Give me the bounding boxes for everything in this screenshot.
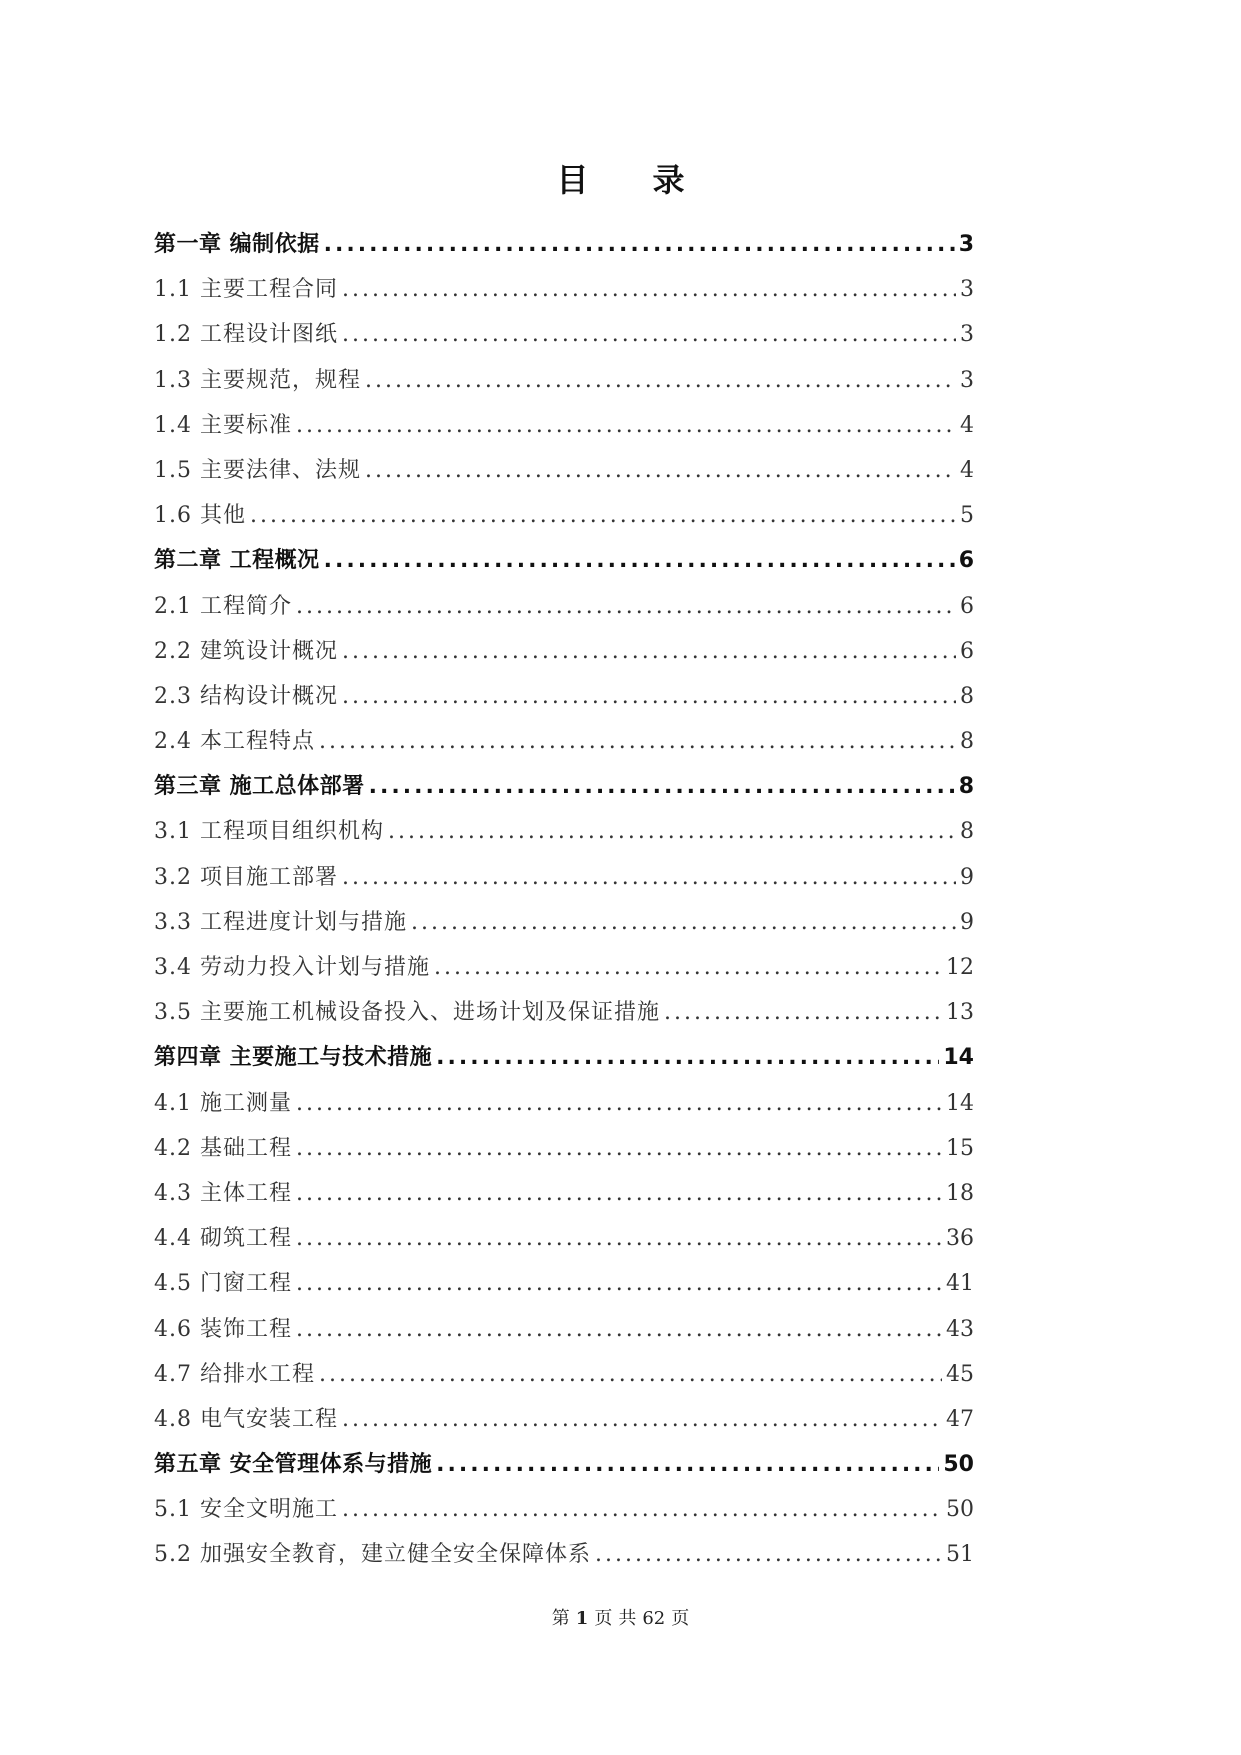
toc-section-entry[interactable] [154,1307,974,1352]
toc-entry-label: 4.6 装饰工程 [154,1316,292,1342]
toc-entry-label: 4.2 基础工程 [154,1135,292,1161]
toc-dot-leader [296,1307,942,1352]
toc-entry-page-number: 8 [960,683,974,709]
toc-entry-label: 4.1 施工测量 [154,1090,292,1116]
toc-dot-leader [324,222,955,267]
toc-section-entry[interactable] [154,855,974,900]
toc-dot-leader [319,719,956,764]
toc-dot-leader [324,538,955,583]
toc-entry-label: 3.3 工程进度计划与措施 [154,909,407,935]
footer-suffix: 页 [671,1608,690,1629]
toc-dot-leader [365,448,956,493]
toc-section-entry[interactable] [154,1352,974,1397]
toc-dot-leader [365,358,956,403]
toc-entry-page-number: 3 [958,232,974,257]
toc-entry-page-number: 43 [946,1316,974,1342]
toc-dot-leader [434,945,942,990]
toc-dot-leader [296,1081,942,1126]
toc-entry-label: 4.3 主体工程 [154,1180,292,1206]
toc-entry-label: 2.1 工程简介 [154,593,292,619]
toc-dot-leader [436,1035,939,1080]
toc-section-entry[interactable] [154,900,974,945]
toc-section-entry[interactable] [154,1081,974,1126]
toc-entry-page-number: 3 [960,322,974,348]
toc-entry-label: 5.2 加强安全教育，建立健全安全保障体系 [154,1542,591,1568]
toc-entry-page-number: 15 [946,1135,974,1161]
toc-list [154,222,974,1578]
toc-dot-leader [369,764,955,809]
toc-dot-leader [342,267,956,312]
toc-entry-page-number: 4 [960,457,974,483]
toc-entry-label: 3.5 主要施工机械设备投入、进场计划及保证措施 [154,1000,660,1026]
toc-dot-leader [296,584,956,629]
toc-entry-page-number: 50 [946,1497,974,1523]
toc-chapter-entry[interactable] [154,538,974,583]
toc-dot-leader [342,312,956,357]
toc-dot-leader [388,809,956,854]
toc-dot-leader [319,1352,942,1397]
toc-entry-page-number: 3 [960,367,974,393]
toc-dot-leader [296,1216,942,1261]
toc-entry-label: 2.3 结构设计概况 [154,683,338,709]
footer-current-page: 1 [575,1608,589,1629]
toc-entry-page-number: 12 [946,955,974,980]
toc-entry-page-number: 14 [946,1090,974,1116]
toc-entry-label: 4.8 电气安装工程 [154,1406,338,1432]
toc-entry-page-number: 3 [960,277,974,303]
toc-title: 目录 [556,161,749,199]
toc-entry-page-number: 45 [946,1361,974,1387]
toc-section-entry[interactable] [154,1171,974,1216]
toc-dot-leader [342,674,956,719]
toc-entry-page-number: 50 [943,1452,974,1478]
toc-entry-label: 4.7 给排水工程 [154,1361,315,1387]
toc-entry-label: 1.4 主要标准 [154,412,292,438]
toc-section-entry[interactable] [154,358,974,403]
toc-entry-page-number: 9 [960,909,974,935]
toc-section-entry[interactable] [154,945,974,990]
toc-entry-label: 3.1 工程项目组织机构 [154,819,384,845]
toc-section-entry[interactable] [154,312,974,357]
toc-dot-leader [342,1397,942,1442]
toc-section-entry[interactable] [154,1216,974,1261]
toc-entry-label: 4.5 门窗工程 [154,1271,292,1297]
toc-entry-page-number: 51 [946,1542,974,1568]
toc-section-entry[interactable] [154,629,974,674]
toc-section-entry[interactable] [154,1532,974,1577]
toc-entry-label: 第二章 工程概况 [154,548,320,574]
toc-entry-page-number: 8 [960,819,974,845]
toc-section-entry[interactable] [154,1126,974,1171]
toc-entry-page-number: 14 [943,1045,974,1071]
toc-entry-label: 2.2 建筑设计概况 [154,638,338,664]
toc-entry-page-number: 18 [946,1180,974,1206]
toc-entry-label: 2.4 本工程特点 [154,729,315,755]
toc-dot-leader [296,1171,942,1216]
toc-dot-leader [411,900,956,945]
toc-entry-label: 1.2 工程设计图纸 [154,322,338,348]
toc-section-entry[interactable] [154,674,974,719]
toc-dot-leader [342,629,956,674]
toc-dot-leader [436,1442,939,1487]
toc-entry-page-number: 36 [946,1226,974,1252]
toc-entry-page-number: 9 [960,864,974,890]
toc-dot-leader [595,1532,942,1577]
footer-page-word: 页 [594,1608,613,1629]
toc-dot-leader [250,493,956,538]
toc-dot-leader [296,1126,942,1171]
toc-entry-page-number: 6 [960,638,974,664]
toc-entry-label: 1.1 主要工程合同 [154,277,338,303]
footer-total-pages: 62 [642,1608,666,1629]
toc-section-entry[interactable] [154,1397,974,1442]
toc-entry-page-number: 41 [946,1271,974,1297]
toc-dot-leader [342,1487,942,1532]
toc-entry-page-number: 4 [960,412,974,438]
toc-section-entry[interactable] [154,493,974,538]
toc-entry-page-number: 13 [946,1000,974,1026]
toc-entry-label: 第一章 编制依据 [154,232,320,257]
toc-section-entry[interactable] [154,1487,974,1532]
toc-entry-page-number: 8 [960,729,974,755]
toc-section-entry[interactable] [154,584,974,629]
toc-dot-leader [296,403,956,448]
footer-total-prefix: 共 [618,1608,637,1629]
page-footer [0,1604,1241,1630]
toc-entry-label: 第三章 施工总体部署 [154,774,365,800]
toc-section-entry[interactable] [154,1261,974,1306]
toc-dot-leader [342,855,956,900]
toc-chapter-entry[interactable] [154,1442,974,1487]
toc-entry-label: 1.6 其他 [154,503,246,529]
toc-entry-label: 5.1 安全文明施工 [154,1497,338,1523]
toc-chapter-entry[interactable] [154,222,974,267]
toc-entry-page-number: 6 [960,593,974,619]
toc-section-entry[interactable] [154,809,974,854]
toc-entry-label: 第五章 安全管理体系与措施 [154,1452,433,1478]
toc-section-entry[interactable] [154,448,974,493]
toc-entry-label: 1.3 主要规范，规程 [154,367,361,393]
toc-section-entry[interactable] [154,990,974,1035]
toc-chapter-entry[interactable] [154,764,974,809]
toc-entry-label: 3.2 项目施工部署 [154,864,338,890]
toc-entry-page-number: 8 [958,774,974,800]
footer-prefix: 第 [551,1608,570,1629]
toc-entry-page-number: 6 [958,548,974,574]
toc-entry-label: 1.5 主要法律、法规 [154,457,361,483]
toc-chapter-entry[interactable] [154,1035,974,1080]
toc-dot-leader [296,1261,942,1306]
toc-entry-page-number: 47 [946,1406,974,1432]
toc-entry-label: 第四章 主要施工与技术措施 [154,1045,433,1071]
toc-entry-label: 3.4 劳动力投入计划与措施 [154,955,430,980]
toc-section-entry[interactable] [154,403,974,448]
toc-section-entry[interactable] [154,267,974,312]
toc-section-entry[interactable] [154,719,974,764]
toc-entry-label: 4.4 砌筑工程 [154,1226,292,1252]
toc-entry-page-number: 5 [960,503,974,529]
toc-dot-leader [664,990,942,1035]
